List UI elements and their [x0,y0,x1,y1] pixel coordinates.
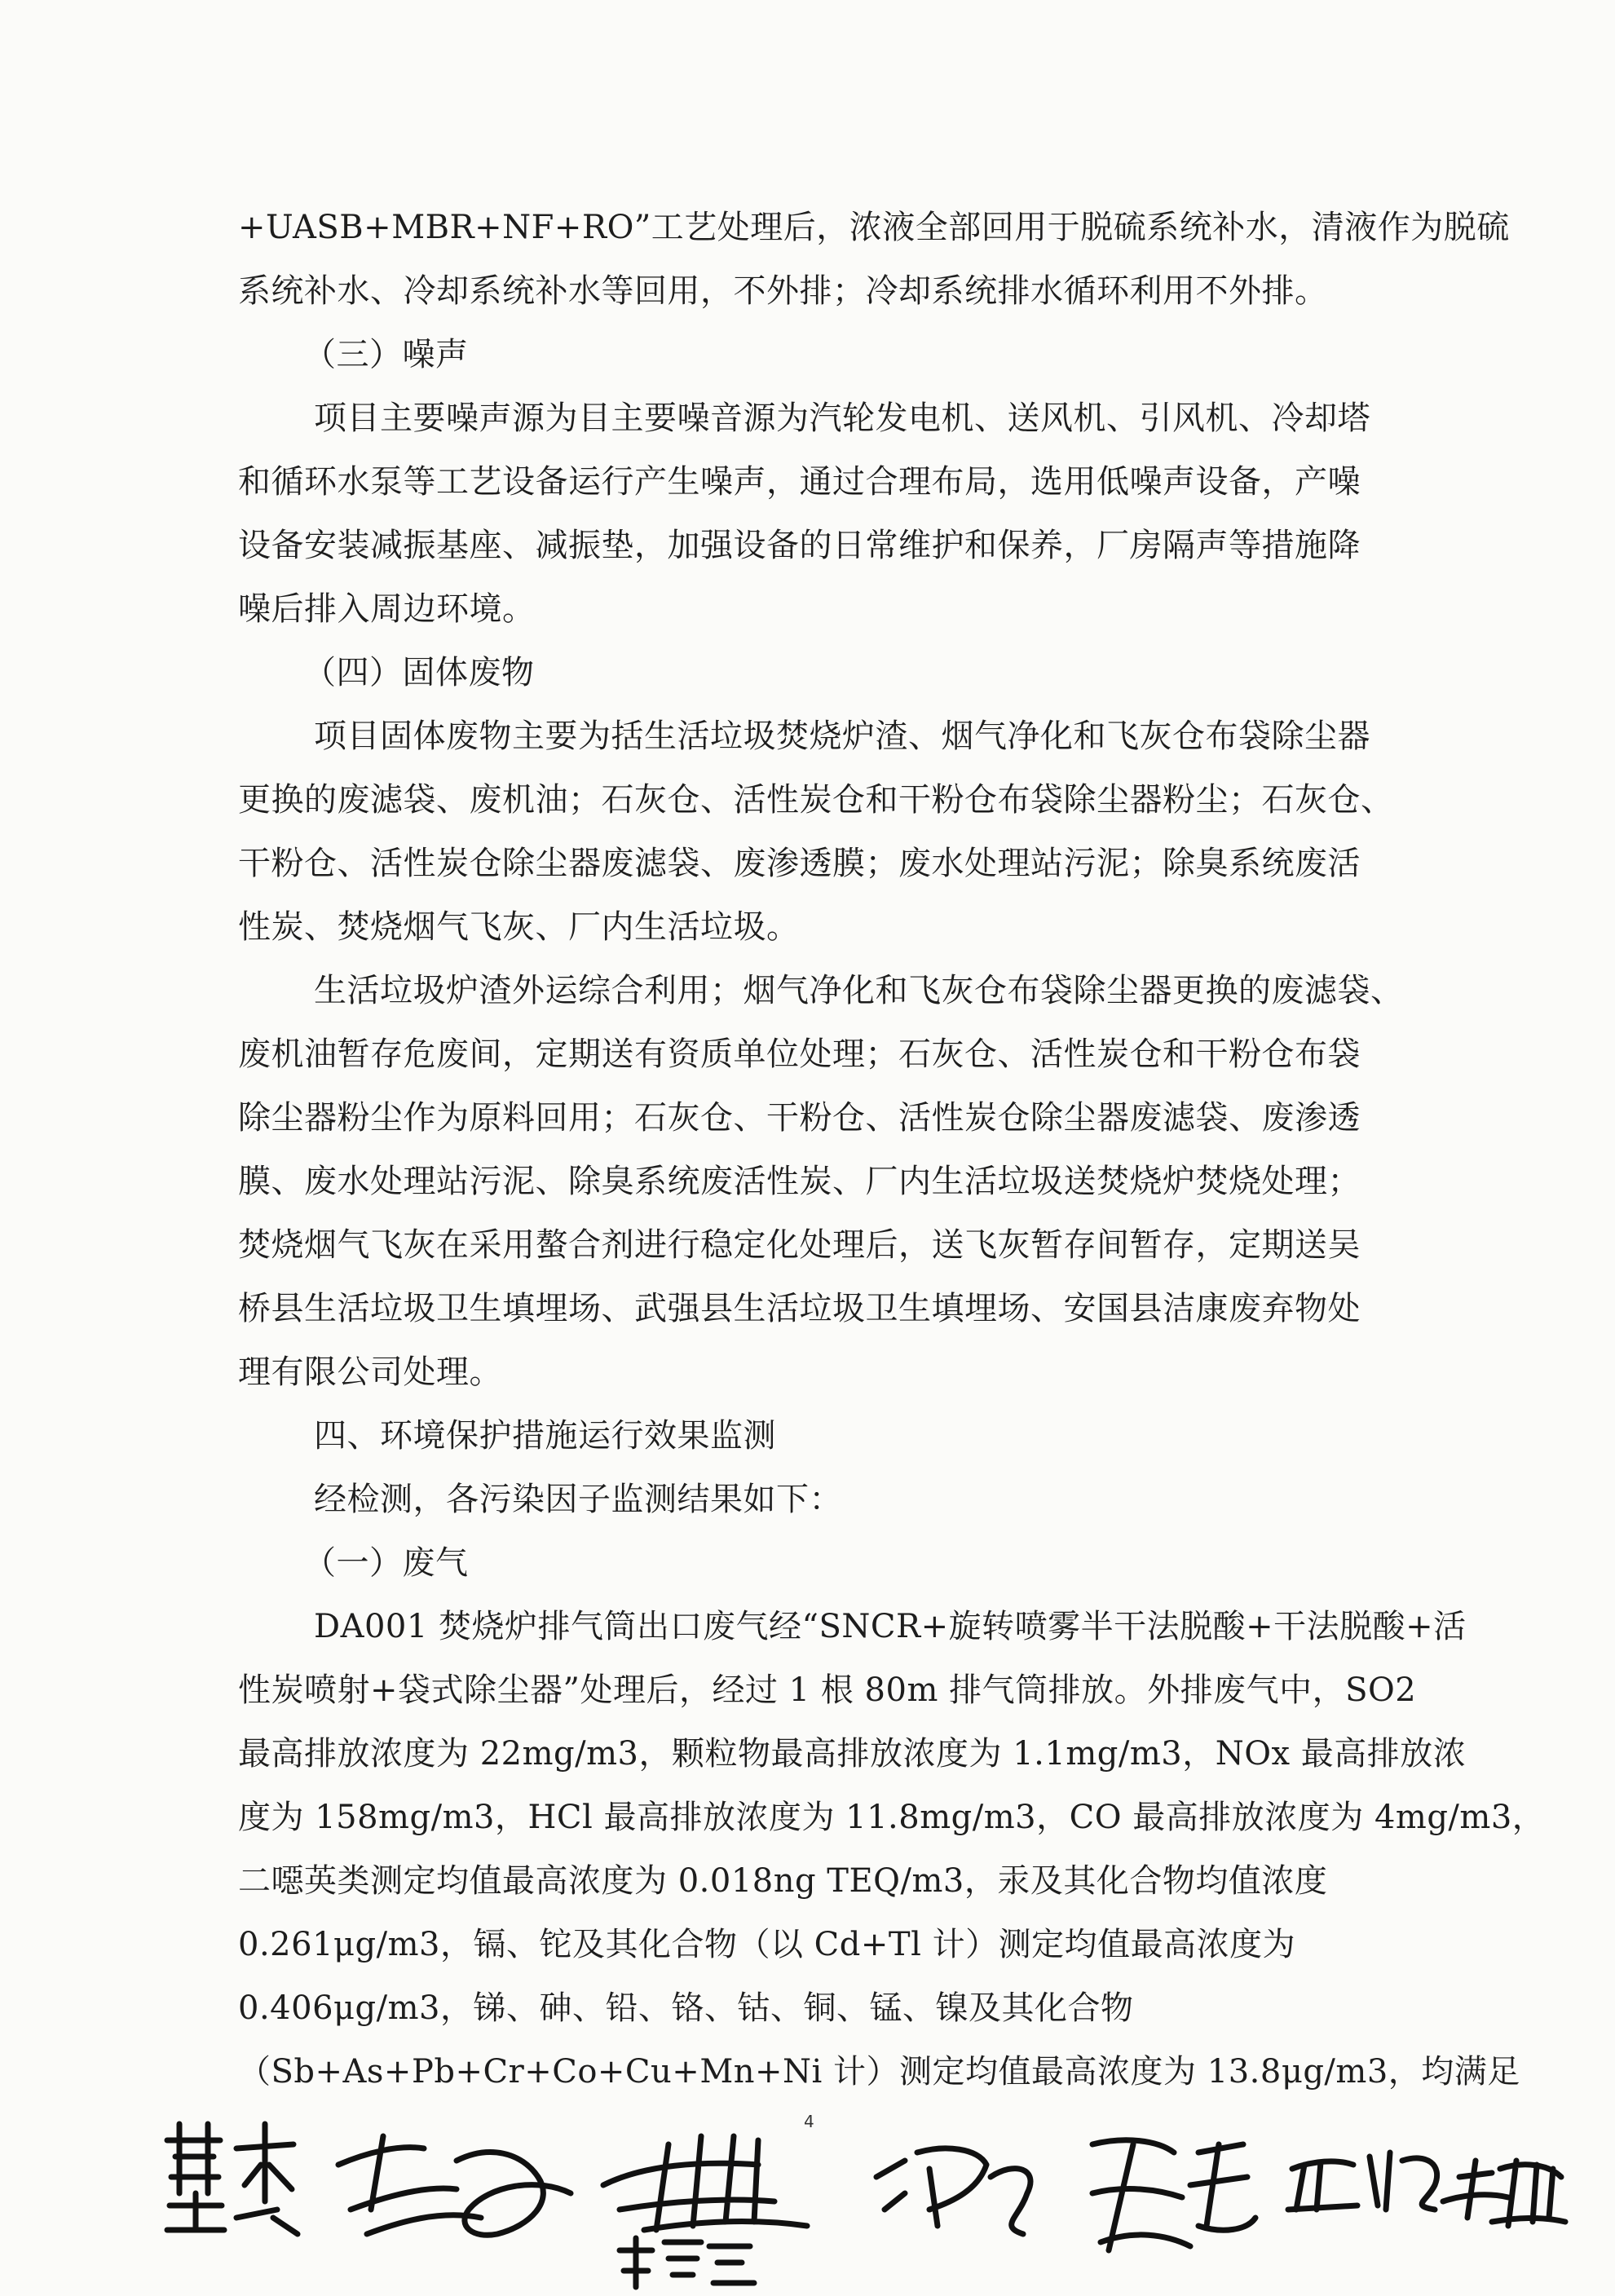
body-line: 膜、废水处理站污泥、除臭系统废活性炭、厂内生活垃圾送焚烧炉焚烧处理； [238,1163,1361,1200]
body-line: 最高排放浓度为 22mg/m3，颗粒物最高排放浓度为 1.1mg/m3，NOx 最高排放浓 [238,1735,1467,1773]
section-heading-monitoring: 四、环境保护措施运行效果监测 [314,1417,776,1455]
body-line: 性炭喷射+袋式除尘器”处理后，经过 1 根 80m 排气筒排放。外排废气中，SO2 [238,1671,1417,1709]
body-line: 0.261μg/m3，镉、铊及其化合物（以 Cd+Tl 计）测定均值最高浓度为 [238,1926,1296,1963]
section-heading-waste-gas: （一）废气 [303,1544,469,1582]
body-line: 和循环水泵等工艺设备运行产生噪声，通过合理布局，选用低噪声设备，产噪 [238,463,1361,501]
page-number: 4 [804,2112,814,2131]
body-line: 除尘器粉尘作为原料回用；石灰仓、干粉仓、活性炭仓除尘器废滤袋、废渗透 [238,1099,1361,1137]
section-heading-noise: （三）噪声 [303,336,469,373]
body-line: 理有限公司处理。 [238,1353,502,1391]
body-line: 噪后排入周边环境。 [238,590,536,628]
body-line: 焚烧烟气飞灰在采用螯合剂进行稳定化处理后，送飞灰暂存间暂存，定期送吴 [238,1226,1361,1264]
body-line: 更换的废滤袋、废机油；石灰仓、活性炭仓和干粉仓布袋除尘器粉尘；石灰仓、 [238,781,1394,819]
section-heading-solid-waste: （四）固体废物 [303,654,535,691]
body-line: 桥县生活垃圾卫生填埋场、武强县生活垃圾卫生填埋场、安国县洁康废弃物处 [238,1290,1361,1327]
body-line: DA001 焚烧炉排气筒出口废气经“SNCR+旋转喷雾半干法脱酸+干法脱酸+活 [314,1608,1467,1645]
body-line: 干粉仓、活性炭仓除尘器废滤袋、废渗透膜；废水处理站污泥；除臭系统废活 [238,845,1361,882]
handwritten-signatures [0,2087,1615,2296]
body-line: 生活垃圾炉渣外运综合利用；烟气净化和飞灰仓布袋除尘器更换的废滤袋、 [314,972,1404,1009]
body-line: 废机油暂存危废间，定期送有资质单位处理；石灰仓、活性炭仓和干粉仓布袋 [238,1035,1361,1073]
body-line: 二噁英类测定均值最高浓度为 0.018ng TEQ/m3，汞及其化合物均值浓度 [238,1862,1328,1900]
body-line: 度为 158mg/m3，HCl 最高排放浓度为 11.8mg/m3，CO 最高排放浓度为 4mg/m3， [238,1799,1546,1836]
body-line: +UASB+MBR+NF+RO”工艺处理后，浓液全部回用于脱硫系统补水，清液作为脱硫 [238,209,1510,246]
body-line: 设备安装减振基座、减振垫，加强设备的日常维护和保养，厂房隔声等措施降 [238,527,1361,564]
body-line: 系统补水、冷却系统补水等回用，不外排；冷却系统排水循环利用不外排。 [238,272,1328,310]
body-line: （Sb+As+Pb+Cr+Co+Cu+Mn+Ni 计）测定均值最高浓度为 13.8μg/m3，均满足 [238,2053,1520,2091]
body-line: 0.406μg/m3，锑、砷、铅、铬、钴、铜、锰、镍及其化合物 [238,1989,1134,2027]
body-line: 项目固体废物主要为括生活垃圾焚烧炉渣、烟气净化和飞灰仓布袋除尘器 [314,718,1370,755]
body-line: 性炭、焚烧烟气飞灰、厂内生活垃圾。 [238,908,800,946]
body-line: 经检测，各污染因子监测结果如下： [314,1481,842,1518]
signature-area [0,2087,1615,2296]
body-line: 项目主要噪声源为目主要噪音源为汽轮发电机、送风机、引风机、冷却塔 [314,400,1370,437]
